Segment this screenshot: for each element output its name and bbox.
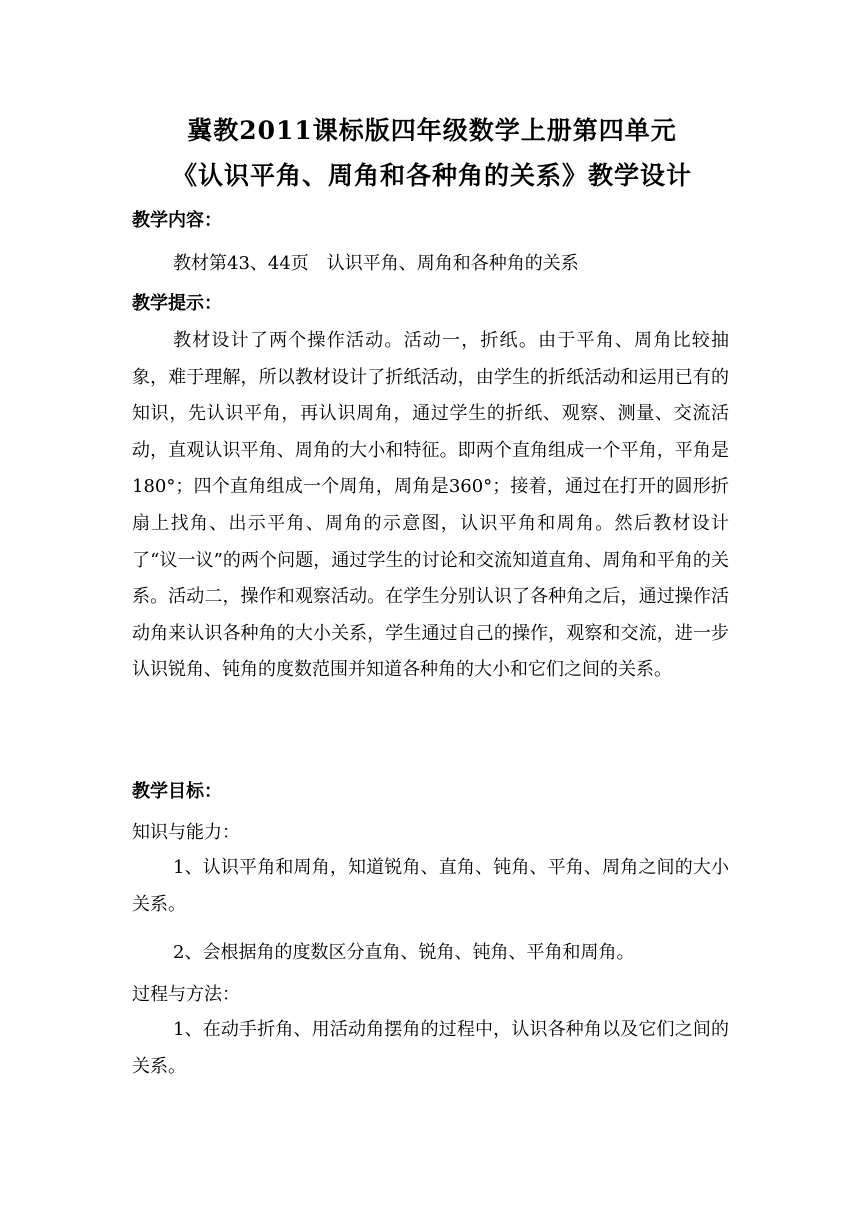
heading-teaching-content: 教学内容： xyxy=(132,210,222,231)
teaching-hint-paragraph: 教材设计了两个操作活动。活动一，折纸。由于平角、周角比较抽象，难于理解，所以教材设计了折纸活动，由学生的折纸活动和运用已有的知识，先认识平角，再认识周角，通过学生的折纸、观察、测量、交流活动，直观认识平角、周角的大小和特征。即两个直角组成一个平角，平角是180°；四个直角组成一个周角，周角是360°；接着，通过在打开的圆形折扇上找角、出示平角、周角的示意图，认识平角和周角。然后教材设计了“议一议”的两个问题，通过学生的讨论和交流知道直角、周角和平角的关系。活动二，操作和观察活动。在学生分别认识了各种角之后，通过操作活动角来认识各种角的大小关系，学生通过自己的操作，观察和交流，进一步认识锐角、钝角的度数范围并知道各种角的大小和它们之间的关系。 xyxy=(132,330,729,681)
knowledge-goal-1: 1、认识平角和周角，知道锐角、直角、钝角、平角、周角之间的大小关系。 xyxy=(132,857,729,915)
document-title-line1: 冀教2011课标版四年级数学上册第四单元 xyxy=(187,116,677,145)
subheading-knowledge-ability: 知识与能力： xyxy=(132,822,240,843)
knowledge-goal-2: 2、会根据角的度数区分直角、锐角、钝角、平角和周角。 xyxy=(173,942,635,963)
heading-teaching-hint: 教学提示： xyxy=(132,293,222,314)
teaching-content-text: 教材第43、44页 认识平角、周角和各种角的关系 xyxy=(173,253,579,274)
document-title-line2: 《认识平角、周角和各种角的关系》教学设计 xyxy=(171,161,692,190)
subheading-process-method: 过程与方法： xyxy=(132,984,240,1005)
heading-teaching-goals: 教学目标： xyxy=(132,781,222,802)
process-goal-1: 1、在动手折角、用活动角摆角的过程中，认识各种角以及它们之间的关系。 xyxy=(132,1019,729,1077)
